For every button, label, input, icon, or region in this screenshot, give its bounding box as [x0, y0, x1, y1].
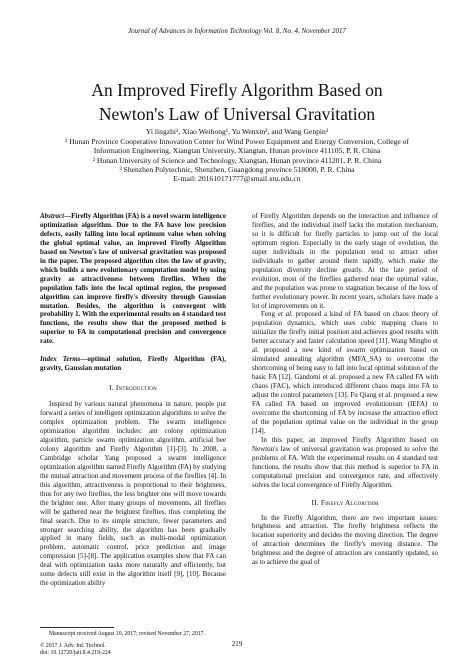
et-al: et al.: [277, 310, 293, 319]
para-text: proposed a kind of FA based on chaos theory of population dynamics, which uses cubic mapping chaos to initialize the firefly initial position and achieves good results with better accuracy and faster calculation speed [11]. Wang Mingbo et al. proposed a new kind of swarm optimization based on simulated annealing algorithm (MFA_SA) to overcome the shortcoming of being easy to fall into local optimal solution of the basic FA [12]. Gandomi et al. proposed a new FA called FA with chaos (FAC), which introduced different chaos maps into FA to adjust the control parameters [13]. Fu Qiang et al. proposed a new FA called FA based on improved evolutionism (IEFA) to overcome the shortcoming of FA by increase the attraction effect of the population optimal value on the individual in the group [14].: [252, 310, 439, 435]
intro-paragraph-2: of Firefly Algorithm depends on the interaction and influence of fireflies, and the individual itself lacks the mutation mechanism, so it is difficult for firefly particles to jump out of the local optimum region. Especially in the early stage of evolution, the super individuals in the population tend to attract other individuals to gather around them rapidly, which make the population diversity decline greatly. At the late period of evolution, most of the fireflies gathered near the optimal value, and the population was prone to stagnation because of the loss of further evolutionary power. In recent years, scholars have made a lot of improvements on it.: [252, 212, 438, 310]
affiliation-3: ³ Shenzhen Polytechnic, Shenzhen, Guangdong province 518000, P. R. China: [119, 164, 355, 174]
section-number: II.: [311, 497, 319, 507]
abstract-lead: Abstract: [40, 212, 65, 220]
left-column: [40, 212, 226, 588]
footnote-rule: [40, 627, 114, 628]
section-heading-firefly-algorithm: [252, 499, 438, 508]
journal-header: Journal of Advances in Information Technology Vol. 8, No. 4, November 2017: [128, 27, 346, 35]
intro-paragraph-4: In this paper, an improved Firefly Algorithm based on Newton's law of universal gravitation was proposed to solve the problems of FA. With the experimental results on 4 standard test functions, the results show that this method is superior to FA in computational precision and convergence rate, and effectively solves the local convergence of Firefly Algorithm.: [252, 435, 438, 489]
footnote: Manuscript received August 10, 2017; revised November 27, 2017.: [49, 631, 206, 637]
right-column: [252, 212, 438, 567]
abstract: [40, 212, 226, 346]
author-email: E-mail: 201610171777@smail.xtu.edu.cn: [173, 174, 301, 184]
fa-paragraph-1: In the Firefly Algorithm, there are two important issues: brightness and attraction. The firefly brightness reflects the location superiority and decides the moving direction. The degree of attraction determines the firefly's moving distance. The brightness and the degree of attraction are constantly updated, so as to achieve the goal of: [252, 513, 438, 567]
section-title: Firefly Algorithm: [320, 497, 379, 507]
title-line-1: An Improved Firefly Algorithm Based on: [91, 80, 383, 100]
affiliation-1a: ¹ Hunan Province Cooperative Innovation Center for Wind Power Equipment and Energy Conversion, College of: [65, 137, 409, 147]
index-terms: [40, 355, 226, 373]
doi-line: doi: 10.12720/jait.8.4.219-224: [40, 650, 111, 656]
section-title: Introduction: [115, 383, 157, 393]
intro-paragraph-1: Inspired by various natural phenomena in nature, people put forward a series of intelligent optimization algorithms to solve the complex optimization problem. The swarm intelligence optimization algorithm includes: ant colony optimization algorithm, particle swarm optimization algorithm, artificial bee colony algorithm and Firefly Algorithm [1]-[3]. In 2008, a Cambridge scholar Yang proposed a swarm intelligence optimization algorithm named Firefly Algorithm (FA) by studying the mutual attraction and movement process of the fireflies [4]. In this algorithm, attractiveness is proportional to their brightness, thus for any two fireflies, the less brighter one will move towards the brighter one. After many groups of movements, all fireflies will be gathered near the brightest fireflies, thus completing the final search. Due to its simple structure, fewer parameters and stronger searching ability, the algorithm has been gradually applied in many fields, such as multi-modal optimization problem, automatic control, price prediction and image compression [5]-[8]. The application examples show that FA can deal with optimization tasks more naturally and efficiently, but some defects still exist in the algorithm itself [9], [10]. Because the optimization ability: [40, 400, 226, 588]
section-heading-introduction: [40, 384, 226, 393]
title-line-2: Newton's Law of Universal Gravitation: [98, 104, 376, 124]
copyright-line: © 2017 J. Adv. Inf. Technol.: [40, 643, 106, 649]
section-number: I.: [109, 383, 114, 393]
intro-paragraph-3: [252, 310, 438, 435]
author-block: [40, 127, 434, 183]
affiliation-1b: Information Engineering, Xiangtan University, Xiangtan, Hunan province 411105, P. R. China: [93, 146, 381, 156]
paper-title: [40, 78, 434, 126]
affiliation-2: ² Hunan University of Science and Technology, Xiangtan, Hunan province 411201, P. R. China: [92, 155, 382, 165]
page-number: 219: [231, 640, 243, 648]
abstract-text: —Firefly Algorithm (FA) is a novel swarm intelligence optimization algorithm. Due to the FA have low precision defects, easily falling into local optimum value when solving the global optimal value, an improved Firefly Algorithm based on Newton's law of universal gravitation was proposed in the paper. The proposed algorithm cites the law of gravity, which builds a new evolutionary computation model by using gravity as attractiveness between fireflies. When the population falls into the local optimal region, the proposed algorithm can improve firefly's diversity through Gaussian mutation. Besides, the algorithm is convergent with probability 1. With the experimental results on 4 standard test functions, the results show that the proposed method is superior to FA in computational precision and convergence rate.: [40, 212, 226, 346]
index-terms-text: —optimal solution, Firefly Algorithm (FA), gravity, Gaussian mutation: [40, 355, 226, 373]
index-terms-lead: Index Terms: [40, 355, 81, 364]
author-names: Yi lingzhi¹, Xiao Weihong¹, Yu Wenxin², and Wang Genpin³: [145, 127, 329, 136]
para-text: Feng: [261, 310, 278, 319]
